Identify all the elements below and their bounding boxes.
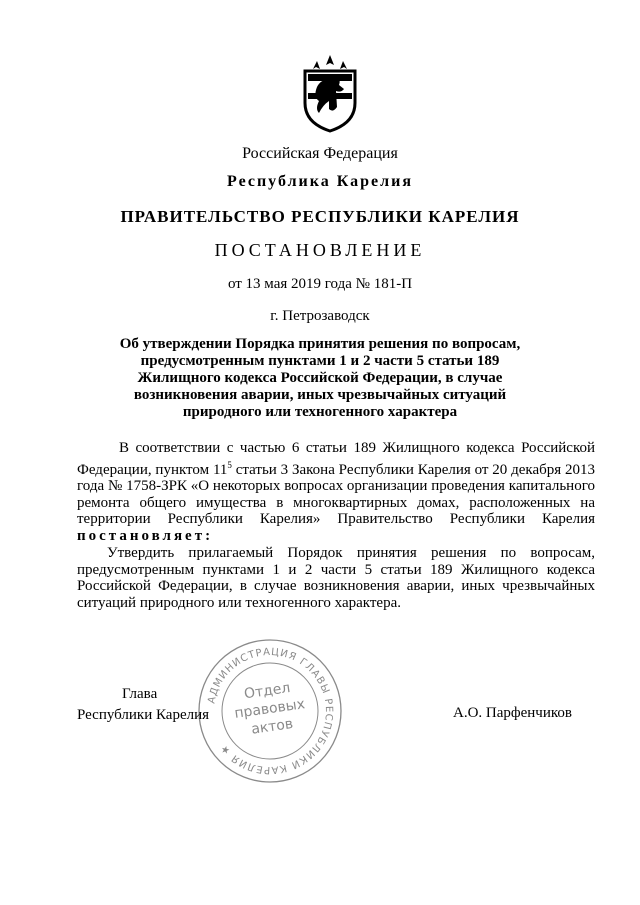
svg-text:актов: актов <box>250 715 295 738</box>
signatory-title-line2: Республики Карелия <box>77 707 210 723</box>
paragraph-resolution: Утвердить прилагаемый Порядок принятия решения по вопросам, предусмотренным пунктами 1 и 2 части 5 статьи 189 Жилищного кодекса Российской Федерации, в случае возникновения аварии, иных чрезвычайных ситуаций природного или техногенного характера. <box>77 545 595 611</box>
document-title: Об утверждении Порядка принятия решения по вопросам, предусмотренным пунктами 1 и 2 части 5 статьи 189 Жилищного кодекса Российской Федерации, в случае возникновения аварии, иных чрезвычайных ситуаций природного или техногенного характера <box>119 336 521 420</box>
signatory-title <box>77 684 209 726</box>
paragraph-preamble <box>77 440 595 544</box>
preamble-text-a: В соответствии с частью 6 статьи 189 Жилищного кодекса Российской Федерации, пунктом 11 <box>77 440 595 478</box>
svg-text:АДМИНИСТРАЦИЯ ГЛАВЫ РЕСПУБЛИКИ: АДМИНИСТРАЦИЯ ГЛАВЫ РЕСПУБЛИКИ КАРЕЛИЯ ★ <box>206 646 335 776</box>
signatory-name: А.О. Парфенчиков <box>453 705 572 721</box>
decree-word: постановляет <box>77 527 206 544</box>
document-type: ПОСТАНОВЛЕНИЕ <box>214 240 426 260</box>
svg-text:Отдел: Отдел <box>243 680 292 703</box>
document-date-number: от 13 мая 2019 года № 181-П <box>227 276 413 292</box>
stamp-seal <box>196 637 344 785</box>
preamble-text-b: статьи 3 Закона Республики Карелия от 20 декабря 2013 года № 1758-ЗРК «О некоторых вопросах организации проведения капитального ремонта общего имущества в многоквартирных домах, расположенных на территории Республики Карелия» Правительство Республики Карелия <box>77 461 595 527</box>
preamble-superscript: 5 <box>227 459 232 470</box>
decree-colon: : <box>205 527 211 544</box>
document-city: г. Петрозаводск <box>270 308 370 324</box>
svg-text:правовых: правовых <box>233 696 307 722</box>
coat-of-arms-emblem <box>299 53 361 133</box>
republic-name: Республика Карелия <box>227 173 413 190</box>
government-name: ПРАВИТЕЛЬСТВО РЕСПУБЛИКИ КАРЕЛИЯ <box>120 207 520 226</box>
country-name: Российская Федерация <box>242 145 398 162</box>
signatory-title-line1: Глава <box>122 686 158 702</box>
